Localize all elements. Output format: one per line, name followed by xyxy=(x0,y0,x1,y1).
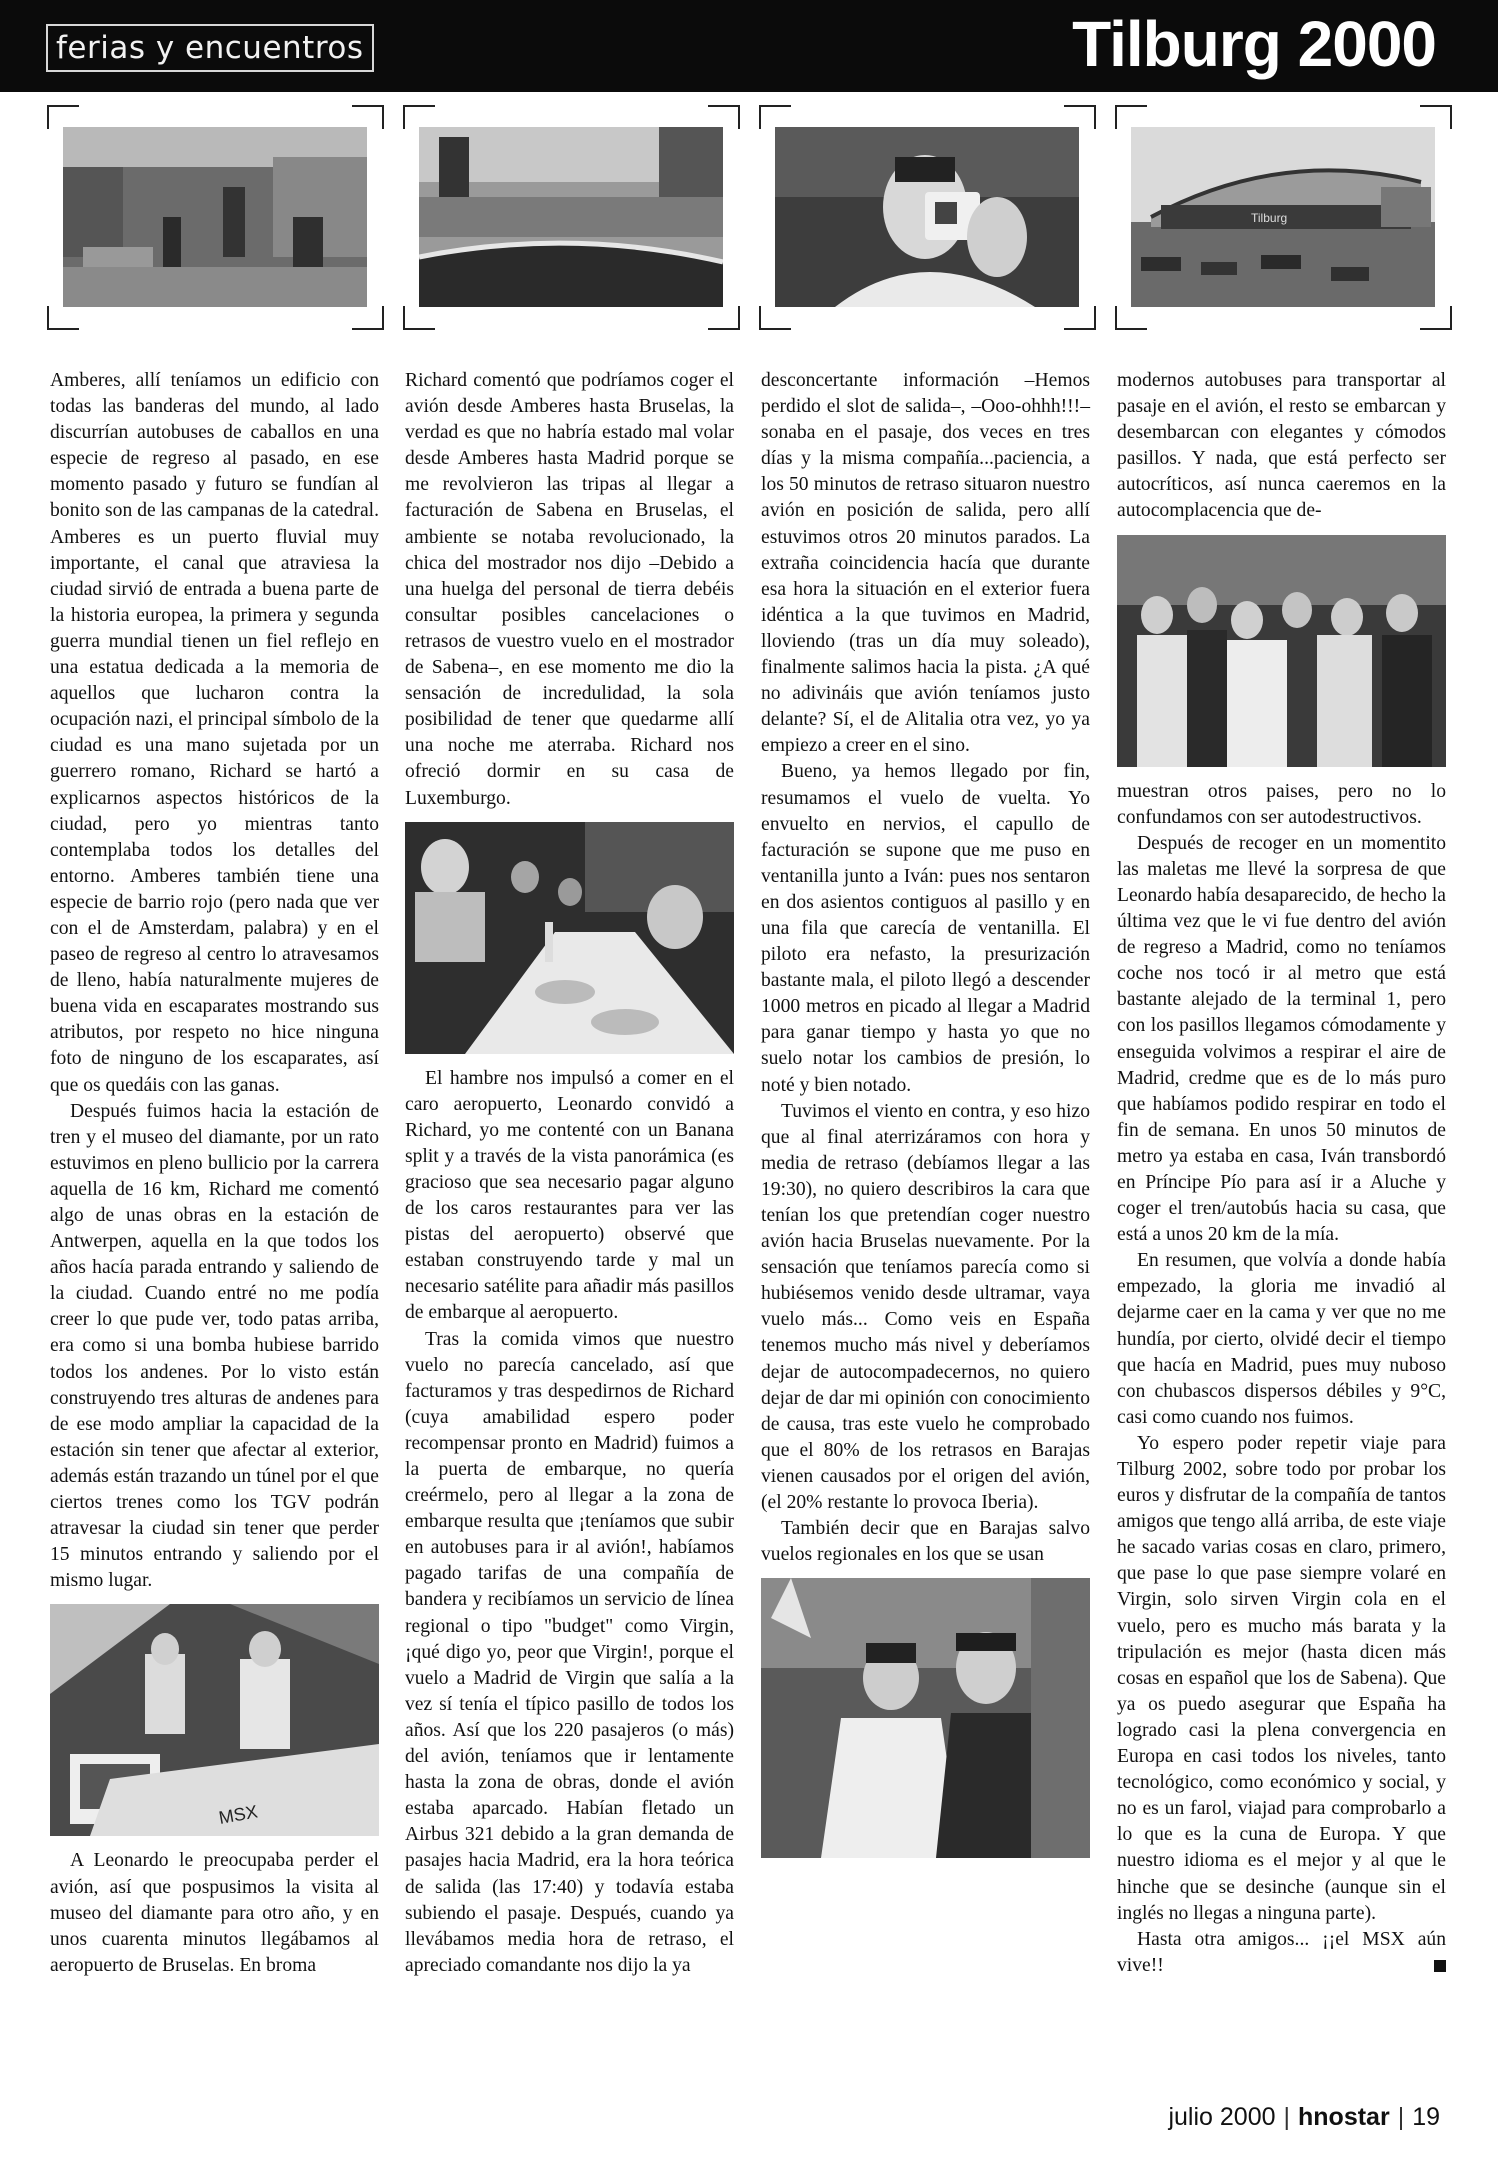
column-4 xyxy=(1117,368,1446,1979)
column-3 xyxy=(761,368,1090,1870)
paragraph: Yo espero poder repetir viaje para Tilburg 2002, sobre todo por probar los euros y disfrutar de la compañía de tantos amigos que tengo allá arriba, de este viaje he sacado varias cosas en claro, primero, que pase lo que pase siempre volaré en Virgin, solo sirven Virgin cola en el vuelo, pero es mucho más barata y la tripulación es mejor (hasta dicen más cosas en español que los de Sabena). Que ya os puedo asegurar que España ha logrado casi la plena convergencia en Europa en casi todos los niveles, tanto tecnológico, como económico y social, y no es un farol, viajad para comprobarlo a lo que es la cuna de Europa. Y que nuestro idioma es el mejor y al que le hinche que se desinche (aunque sin el inglés no llegas a ninguna parte). xyxy=(1117,1432,1446,1924)
paragraph: Amberes, allí teníamos un edificio con todas las banderas del mundo, al lado discurrían autobuses de caballos en una especie de regreso al pasado, en ese momento pasado y futuro se fundían al bonito son de las campanas de la catedral. Amberes es un puerto fluvial muy importante, el canal que atraviesa la ciudad sirvió de entrada a buena parte de la historia europea, la primera y segunda guerra mundial tienen un fiel reflejo en una estatua dedicada a la memoria de aquellos que lucharon contra la ocupación nazi, el principal símbolo de la ciudad es una mano sujetada por un guerrero romano, Richard se hartó a explicarnos aspectos históricos de la ciudad, pero yo mientras tanto contemplaba todos los detalles del entorno. Amberes también tiene una especie de barrio rojo (pero nada que ver con el de Amsterdam, palabra) y en el paseo de regreso al centro lo atravesamos de lleno, había naturalmente mujeres de buena vida en escaparates mostrando sus atributos, por respeto no hice ninguna foto de ninguno de los escaparates, así que os quedáis con las ganas. xyxy=(50,370,379,1096)
paragraph: En resumen, que volvía a donde había empezado, la gloria me invadió al dejarme caer en la cama y ver que no me hundía, por cierto, olvidé decir el tiempo que hacía en Madrid, pues muy nuboso con chubascos dispersos débiles y 9°C, casi como cuando nos fuimos. xyxy=(1117,1250,1446,1428)
paragraph: Después de recoger en un momentito las maletas me llevé la sorpresa de que Leonardo había desaparecido, de hecho la última vez que le vi fue dentro del avión de regreso a Madrid, como no teníamos coche nos tocó ir al metro que está bastante alejado de la terminal 1, pero con los pasillos llegamos cómodamente y enseguida volvimos a respirar el aire de Madrid, credme que es de lo más puro que habíamos podido respirar en todo el fin de semana. En unos 50 minutos de metro ya estaba en casa, Iván transbordó en Príncipe Pío para así ir a Aluche y coger el tren/autobús hacia su casa, que está a unos 20 km de la mía. xyxy=(1117,832,1446,1246)
paragraph: desconcertante información –Hemos perdido el slot de salida–, –Ooo-ohhh!!!– sonaba en el pasaje, dos veces en tres días y la misma compañía...paciencia, a los 50 minutos de retraso situaron nuestro avión en posición de salida, pero allí estuvimos otros 20 minutos parados. La extraña coincidencia hacía que durante esa hora la situación en el exterior fuera idéntica a la que tuvimos en Madrid, lloviendo (tras un día muy soleado), finalmente salimos hacia la pista. ¿A qué no adivináis que avión teníamos justo delante? Sí, el de Alitalia otra vez, yo ya empiezo a creer en el sino. xyxy=(761,370,1090,757)
paragraph: modernos autobuses para transportar al pasaje en el avión, el resto se embarcan y desembarcan con elegantes y cómodos pasillos. Y nada, que está perfecto ser autocríticos, así nunca caeremos en la autocomplacencia que de- xyxy=(1117,370,1446,522)
photo-group xyxy=(1117,535,1446,767)
paragraph: Después fuimos hacia la estación de tren y el museo del diamante, por un rato estuvimos en pleno bullicio por la carrera aquella de 16 km, Richard me comentó algo de unas obras en la estación de Antwerpen, aquella en la que todos los años hacía parada entrando y saliendo de la ciudad. Cuando entré no me podía creer lo que pude ver, todo patas arriba, era como si una bomba hubiese barrido todos los andenes. Por lo visto están construyendo tres alturas de andenes para de ese modo ampliar la capacidad de la estación sin tener que afectar al exterior, además están trazando un túnel por el que ciertos trenes como los TGV podrán atravesar la ciudad sin tener que perder 15 minutos entrando y saliendo por el mismo lugar. xyxy=(50,1100,379,1592)
issue-date: julio 2000 xyxy=(1168,2103,1276,2131)
photo-two-friends xyxy=(761,1578,1090,1858)
paragraph: Bueno, ya hemos llegado por fin, resumamos el vuelo de vuelta. Yo envuelto en nervios, el capullo de facturación se supone que me puso en ventanilla junto a Iván: pues nos sentaron en dos asientos contiguos al pasillo y en una fila que carecía de ventanilla. El piloto era nefasto, la presurización bastante mala, el piloto llegó a descender 1000 metros en picado al llegar a Madrid para ganar tiempo y hasta yo que no suelo notar los cambios de presión, lo noté y bien notado. xyxy=(761,761,1090,1096)
paragraph: Tuvimos el viento en contra, y eso hizo que al final aterrizáramos con hora y media de retraso (debíamos llegar a las 19:30), no quiero describiros la cara que tenían los que pretendían coger nuestro avión hacia Bruselas nuevamente. Por la sensación que teníamos parecía como si hubiésemos venido desde ultramar, vaya vuelo más... Como veis en España tenemos mucho más nivel y deberíamos dejar de autocompadecernos, no quiero dejar de dar mi opinión con conocimiento de causa, tras este vuelo he comprobado que el 80% de los retrasos en Barajas vienen causados por el origen del avión, (el 20% restante lo provoca Iberia). xyxy=(761,1100,1090,1514)
paragraph: Richard comentó que podríamos coger el avión desde Amberes hasta Bruselas, la verdad es que no habría estado mal volar desde Amberes hasta Madrid porque se me revolvieron las tripas al llegar a facturación de Sabena en Bruselas, el ambiente se notaba revolucionado, la chica del mostrador nos dijo –Debido a una huelga del personal de tierra debéis consultar posibles cancelaciones o retrasos de vuestro vuelo en el mostrador de Sabena–, en ese momento me dio la sensación de incredulidad, la sola posibilidad de tener que quedarme allí una noche me aterraba. Richard nos ofreció dormir en su casa de Luxemburgo. xyxy=(405,370,734,809)
paragraph: El hambre nos impulsó a comer en el caro aeropuerto, Leonardo convidó a Richard, yo me contenté con un Banana split y a través de la vista panorámica (es gracioso que sea necesario pagar alguno de los caros restaurantes para ver las pistas del aeropuerto) observé que estaban construyendo tarde y mal un necesario satélite para añadir más pasillos de embarque al aeropuerto. xyxy=(405,1067,734,1324)
paragraph: A Leonardo le preocupaba perder el avión, así que pospusimos la visita al museo del diamante para otro año, y en unos cuarenta minutos llegábamos al aeropuerto de Bruselas. En broma xyxy=(50,1850,379,1976)
photo-restaurant-bar xyxy=(403,105,740,330)
magazine-name: hnostar xyxy=(1298,2103,1390,2131)
page-header xyxy=(0,0,1498,92)
paragraph: muestran otros paises, pero no lo confundamos con ser autodestructivos. xyxy=(1117,780,1446,828)
station-sign: Tilburg xyxy=(1251,211,1288,225)
page-footer: julio 2000 | hnostar | 19 xyxy=(1168,2103,1440,2131)
photo-man-with-camera xyxy=(759,105,1096,330)
closing-text: Hasta otra amigos... ¡¡el MSX aún vive!! xyxy=(1117,1928,1446,1976)
photo-fair-hall xyxy=(47,105,384,330)
closing-line xyxy=(1117,1927,1446,1979)
paragraph: Tras la comida vimos que nuestro vuelo no parecía cancelado, así que facturamos y tras despedirnos de Richard (cuya amabilidad espero poder recompensar pronto en Madrid) fuimos a la puerta de embarque, no quería creérmelo, pero al llegar a la zona de embarque resulta que ¡teníamos que subir en autobuses para ir al avión!, habíamos pagado tarifas de una compañía de bandera y recibíamos un servicio de línea regional o tipo "budget" como Virgin, ¡qué digo yo, peor que Virgin!, porque el vuelo a Madrid de Virgin que salía a la vez sí tenía el típico pasillo de todos los años. Así que los 220 pasajeros (o más) del avión, teníamos que ir lentamente hasta la zona de obras, donde el avión estaba aparcado. Habían fletado un Airbus 321 debido a la gran demanda de pasajes hacia Madrid, era la hora teórica de salida (las 17:40) y todavía estaba subiendo el pasaje. Después, cuando ya llevábamos media hora de retraso, el apreciado comandante nos dijo la ya xyxy=(405,1328,734,1976)
paragraph: También decir que en Barajas salvo vuelos regionales en los que se usan xyxy=(761,1518,1090,1566)
column-1 xyxy=(50,368,379,1979)
column-2 xyxy=(405,368,734,1979)
page-title: Tilburg 2000 xyxy=(1072,8,1436,80)
photo-msx-stand xyxy=(50,1604,379,1836)
photo-tilburg-station xyxy=(1115,105,1452,330)
end-of-article-icon xyxy=(1434,1960,1446,1972)
section-tag: ferias y encuentros xyxy=(46,24,374,72)
page-number: 19 xyxy=(1412,2103,1440,2131)
photo-dinner-table xyxy=(405,822,734,1054)
svg-text:MSX: MSX xyxy=(217,1801,260,1829)
